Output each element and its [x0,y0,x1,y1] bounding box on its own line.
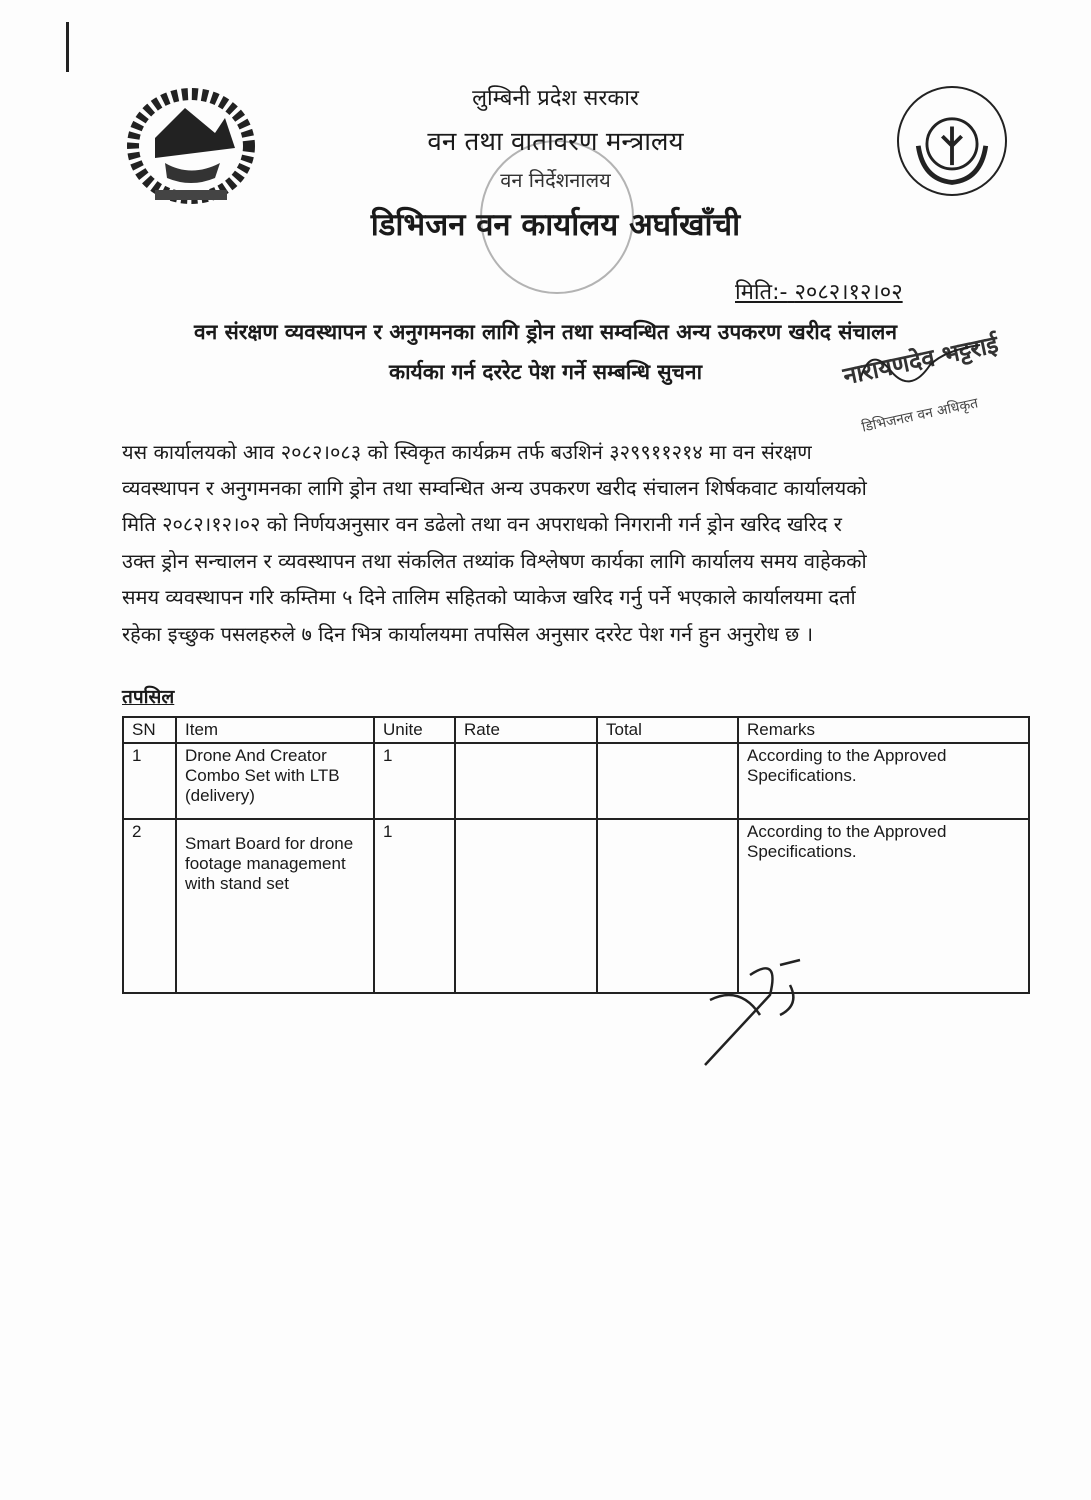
cell-rate [455,743,597,819]
body-line: उक्त ड्रोन सन्चालन र व्यवस्थापन तथा संकलित तथ्यांक विश्लेषण कार्यका लागि कार्यालय समय वाहेकको [122,549,867,573]
body-line: यस कार्यालयको आव २०८२।०८३ को स्विकृत कार्यक्रम तर्फ बउशिनं ३२९९११२१४ मा वन संरक्षण [122,440,812,464]
table-caption: तपसिल [122,686,175,708]
office-name: डिभिजन वन कार्यालय अर्घाखाँची [370,207,741,243]
cell-sn: 1 [123,743,176,819]
bottom-signature-icon [700,955,820,1075]
body-line: रहेका इच्छुक पसलहरुले ७ दिन भित्र कार्यालयमा तपसिल अनुसार दररेट पेश गर्न हुन अनुरोध छ । [122,622,814,646]
cell-rate [455,819,597,993]
government-name: लुम्बिनी प्रदेश सरकार [472,86,639,111]
cell-total [597,743,738,819]
body-line: समय व्यवस्थापन गरि कम्तिमा ५ दिने तालिम सहितको प्याकेज खरिद गर्नु पर्ने भएकाले कार्यालयमा दर्ता [122,585,856,609]
ministry-name: वन तथा वातावरण मन्त्रालय [427,127,684,157]
directorate-name: वन निर्देशनालय [500,168,611,192]
signatory-title: डिभिजनल वन अधिकृत [860,395,980,436]
margin-mark [66,22,69,72]
date [735,276,903,306]
cell-unite: 1 [374,819,455,993]
col-total: Total [597,717,738,743]
items-table [122,716,1030,994]
table-row [123,819,1029,993]
body-line: व्यवस्थापन र अनुगमनका लागि ड्रोन तथा सम्वन्धित अन्य उपकरण खरीद संचालन शिर्षकवाट कार्यालयको [122,476,867,500]
col-remarks: Remarks [738,717,1029,743]
signatory-name: नारायणदेव भट्टराई [840,330,1001,391]
cell-item: Smart Board for drone footage management with stand set [176,819,374,993]
subject-line-1: वन संरक्षण व्यवस्थापन र अनुगमनका लागि ड्रोन तथा सम्वन्धित अन्य उपकरण खरीद संचालन [193,320,898,344]
date-label: मिति:- [735,280,788,305]
signature-icon [850,340,990,400]
cell-remarks: According to the Approved Specifications. [738,743,1029,819]
table-header-row [123,717,1029,743]
col-sn: SN [123,717,176,743]
body-line: मिति २०८२।१२।०२ को निर्णयअनुसार वन डढेलो तथा वन अपराधको निगरानी गर्न ड्रोन खरिद खरिद र [122,512,842,536]
col-rate: Rate [455,717,597,743]
cell-remarks: According to the Approved Specifications. [738,819,1029,993]
col-unite: Unite [374,717,455,743]
subject-line-2: कार्यका गर्न दररेट पेश गर्ने सम्बन्धि सुचना [388,360,703,384]
date-value: २०८२।१२।०२ [794,280,903,305]
col-item: Item [176,717,374,743]
office-seal-stamp [480,140,634,294]
cell-item: Drone And Creator Combo Set with LTB (delivery) [176,743,374,819]
cell-unite: 1 [374,743,455,819]
cell-sn: 2 [123,819,176,993]
table-row [123,743,1029,819]
